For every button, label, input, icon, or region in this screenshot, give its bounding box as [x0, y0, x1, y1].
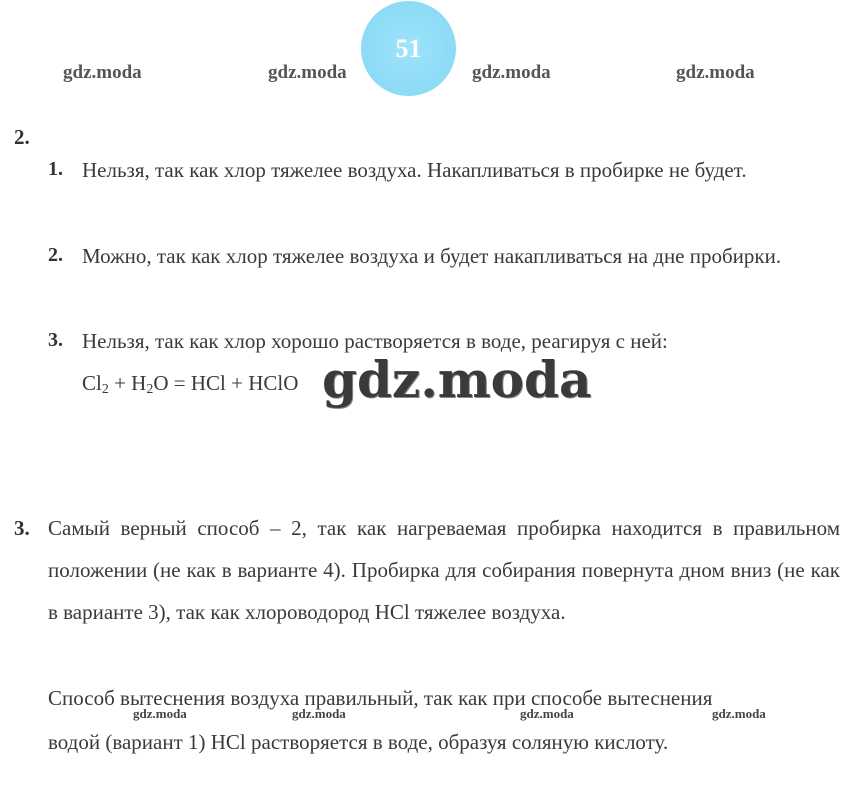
task-text-line: Способ вытеснения воздуха правильный, так как при способе вытеснения — [48, 686, 713, 710]
task-number: 3. — [14, 516, 30, 540]
watermark: gdz.moda — [676, 62, 755, 83]
watermark: gdz.moda — [520, 706, 574, 721]
watermark: gdz.moda — [133, 706, 187, 721]
item-number: 1. — [48, 158, 63, 180]
item-text: Можно, так как хлор тяжелее воздуха и будет накапливаться на дне пробирки. — [82, 244, 782, 268]
chemical-equation: $Cl_2 + H_2O$ = HCl + HClO — [82, 371, 299, 397]
page-number: 51 — [395, 33, 422, 63]
task-text: Самый верный способ – 2, так как нагреваемая пробирка находится в правильном положении (не как в варианте 4). Пробирка для собирания повернута дном вниз (не как в варианте 3), так как хлороводород HCl тяжелее воздуха. — [48, 516, 840, 624]
task-number: 2. — [14, 125, 30, 149]
watermark-large: gdz.moda — [322, 350, 592, 409]
watermark: gdz.moda — [268, 62, 347, 83]
item-number: 2. — [48, 244, 63, 266]
item-text: Нельзя, так как хлор хорошо растворяется в воде, реагируя с ней: — [82, 329, 668, 353]
watermark: gdz.moda — [292, 706, 346, 721]
item-number: 3. — [48, 329, 63, 351]
page-number-badge — [361, 1, 456, 96]
watermark: gdz.moda — [63, 62, 142, 83]
watermark: gdz.moda — [712, 706, 766, 721]
task-text-line: водой (вариант 1) HCl растворяется в воде, образуя соляную кислоту. — [48, 730, 669, 754]
watermark: gdz.moda — [472, 62, 551, 83]
item-text: Нельзя, так как хлор тяжелее воздуха. Накапливаться в пробирке не будет. — [82, 158, 747, 182]
